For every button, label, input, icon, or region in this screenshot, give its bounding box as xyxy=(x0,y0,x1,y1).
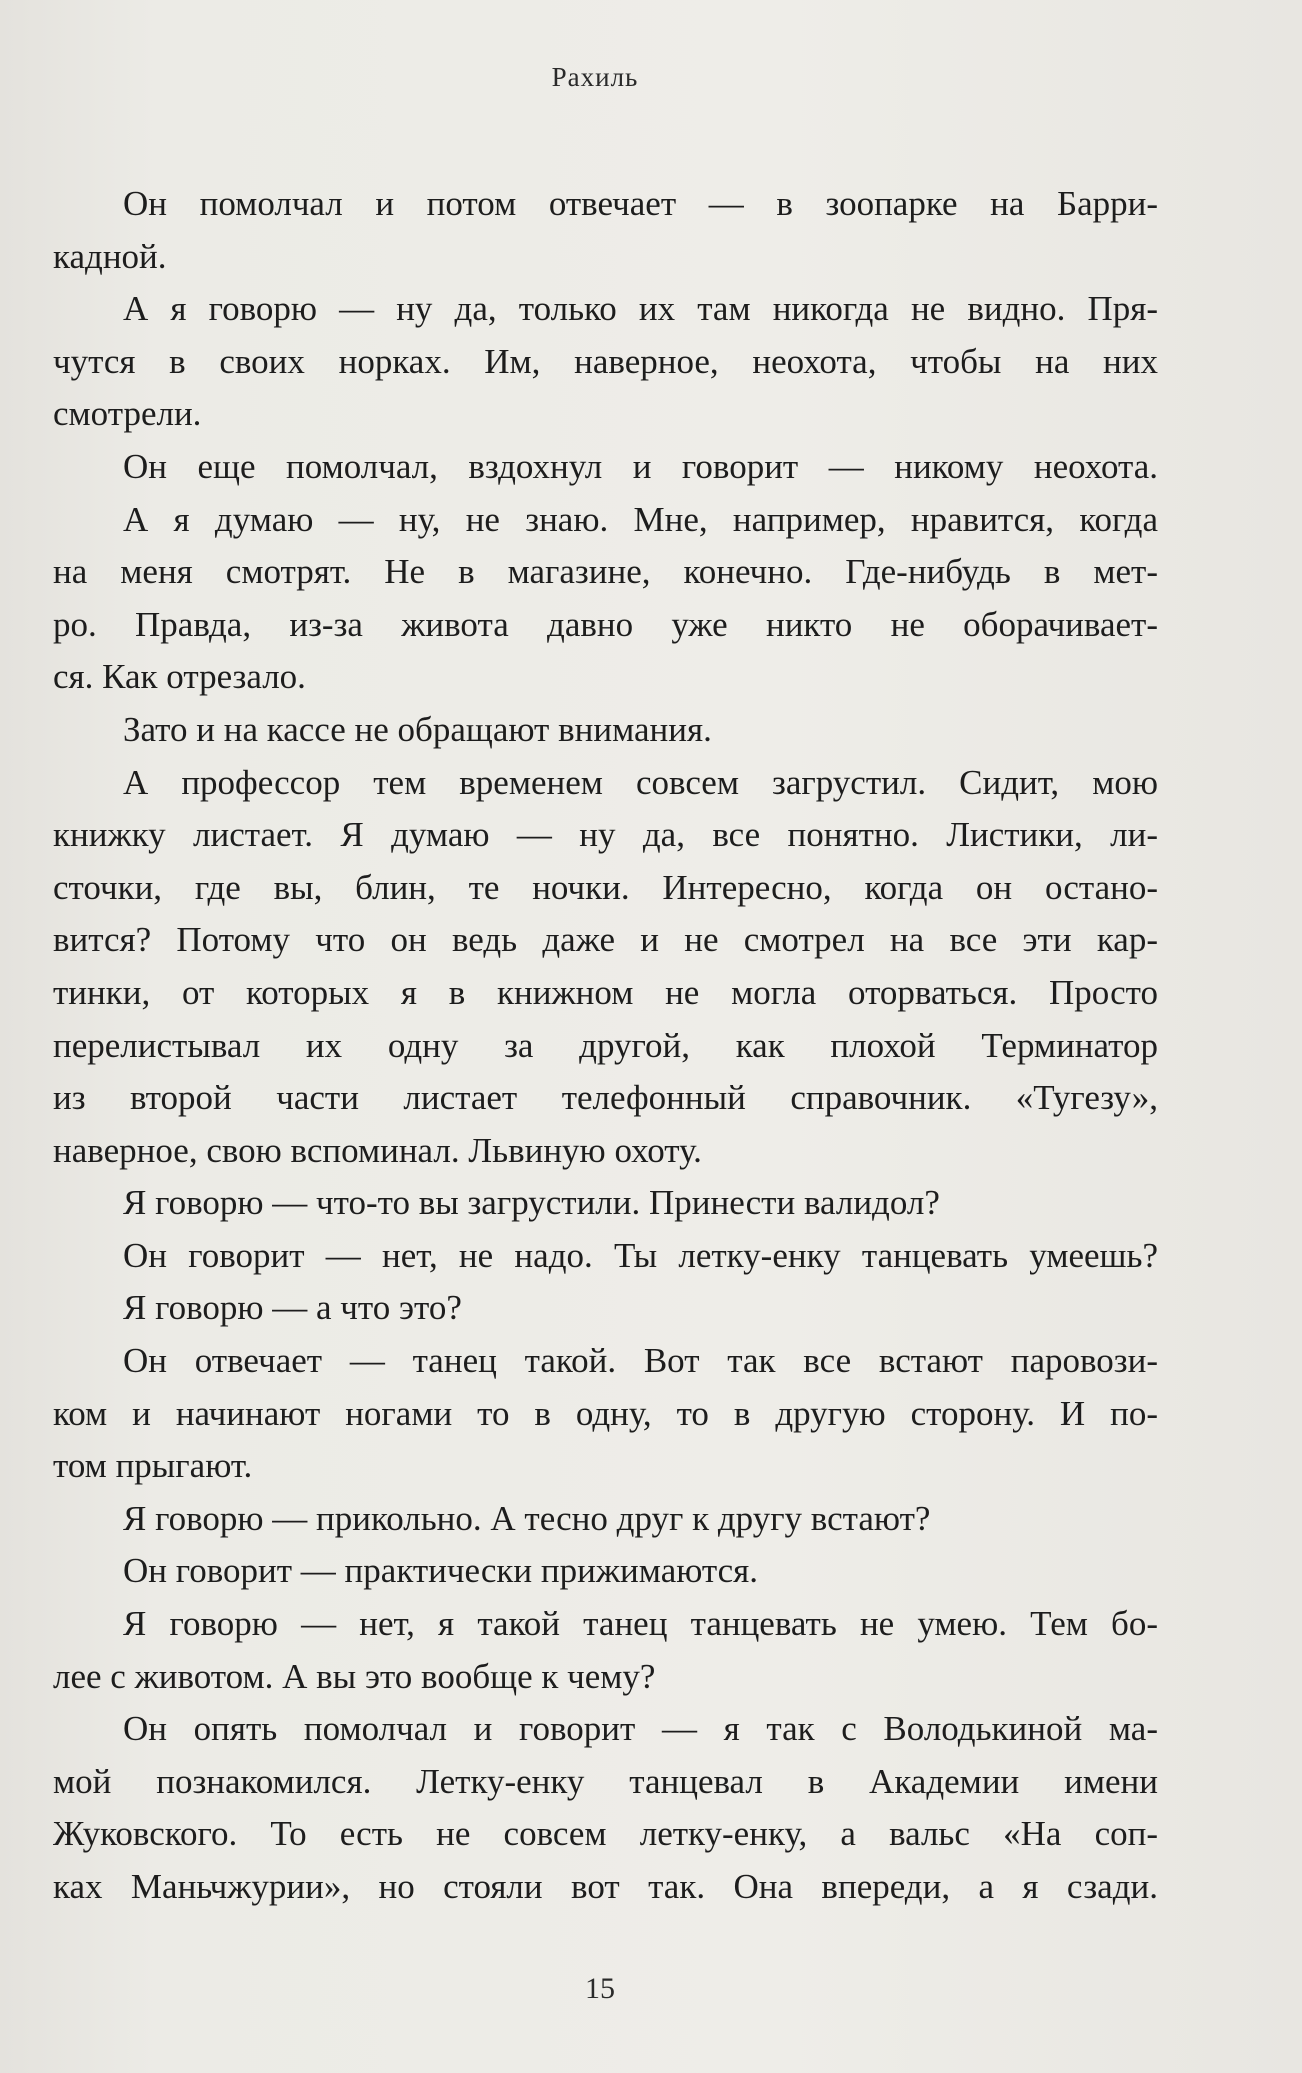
text-line: перелистывал их одну за другой, как плохой Терминатор xyxy=(53,1025,1158,1065)
text-line: смотрели. xyxy=(53,394,202,434)
text-line: сточки, где вы, блин, те ночки. Интересно, когда он остано- xyxy=(53,867,1158,907)
text-line: чутся в своих норках. Им, наверное, неохота, чтобы на них xyxy=(53,341,1158,381)
text-line: Я говорю — нет, я такой танец танцевать не умею. Тем бо- xyxy=(123,1604,1158,1644)
text-line: Зато и на кассе не обращают внимания. xyxy=(123,709,712,749)
page-number: 15 xyxy=(585,1972,615,2005)
text-line: книжку листает. Я думаю — ну да, все понятно. Листики, ли- xyxy=(53,815,1158,855)
text-line: Он опять помолчал и говорит — я так с Володькиной ма- xyxy=(123,1709,1158,1749)
text-line: тинки, от которых я в книжном не могла оторваться. Просто xyxy=(53,972,1158,1012)
text-line: вится? Потому что он ведь даже и не смотрел на все эти кар- xyxy=(53,920,1158,960)
text-line: ком и начинают ногами то в одну, то в другую сторону. И по- xyxy=(53,1393,1158,1433)
text-line: из второй части листает телефонный справочник. «Тугезу», xyxy=(53,1078,1158,1118)
text-line: лее с животом. А вы это вообще к чему? xyxy=(53,1656,656,1696)
text-line: мой познакомился. Летку-енку танцевал в Академии имени xyxy=(53,1761,1158,1801)
body-text xyxy=(53,178,1158,1914)
text-line: ках Маньчжурии», но стояли вот так. Она впереди, а я сзади. xyxy=(53,1867,1158,1906)
text-line: Жуковского. То есть не совсем летку-енку, а вальс «На соп- xyxy=(53,1814,1158,1854)
text-line: Он еще помолчал, вздохнул и говорит — никому неохота. xyxy=(123,446,1158,486)
text-line: Я говорю — а что это? xyxy=(123,1288,462,1328)
text-line: А я думаю — ну, не знаю. Мне, например, нравится, когда xyxy=(123,499,1158,539)
text-line: ся. Как отрезало. xyxy=(53,657,306,697)
text-line: том прыгают. xyxy=(53,1446,253,1486)
text-line: Он помолчал и потом отвечает — в зоопарке на Барри- xyxy=(123,184,1158,223)
text-line: Он говорит — практически прижимаются. xyxy=(123,1551,759,1591)
text-line: на меня смотрят. Не в магазине, конечно. Где-нибудь в мет- xyxy=(53,552,1158,592)
text-line: наверное, свою вспоминал. Львиную охоту. xyxy=(53,1130,702,1170)
text-line: кадной. xyxy=(53,236,167,276)
text-line: Он отвечает — танец такой. Вот так все встают паровози- xyxy=(123,1341,1158,1381)
text-line: Он говорит — нет, не надо. Ты летку-енку танцевать умеешь? xyxy=(123,1235,1158,1275)
text-line: А я говорю — ну да, только их там никогда не видно. Пря- xyxy=(123,289,1158,329)
text-line: Я говорю — прикольно. А тесно друг к другу встают? xyxy=(123,1498,931,1538)
text-line: А профессор тем временем совсем загрустил. Сидит, мою xyxy=(123,762,1158,802)
running-head: Рахиль xyxy=(551,62,639,92)
text-line: Я говорю — что-то вы загрустили. Принести валидол? xyxy=(123,1183,940,1223)
text-line: ро. Правда, из-за живота давно уже никто не оборачивает- xyxy=(53,604,1158,644)
